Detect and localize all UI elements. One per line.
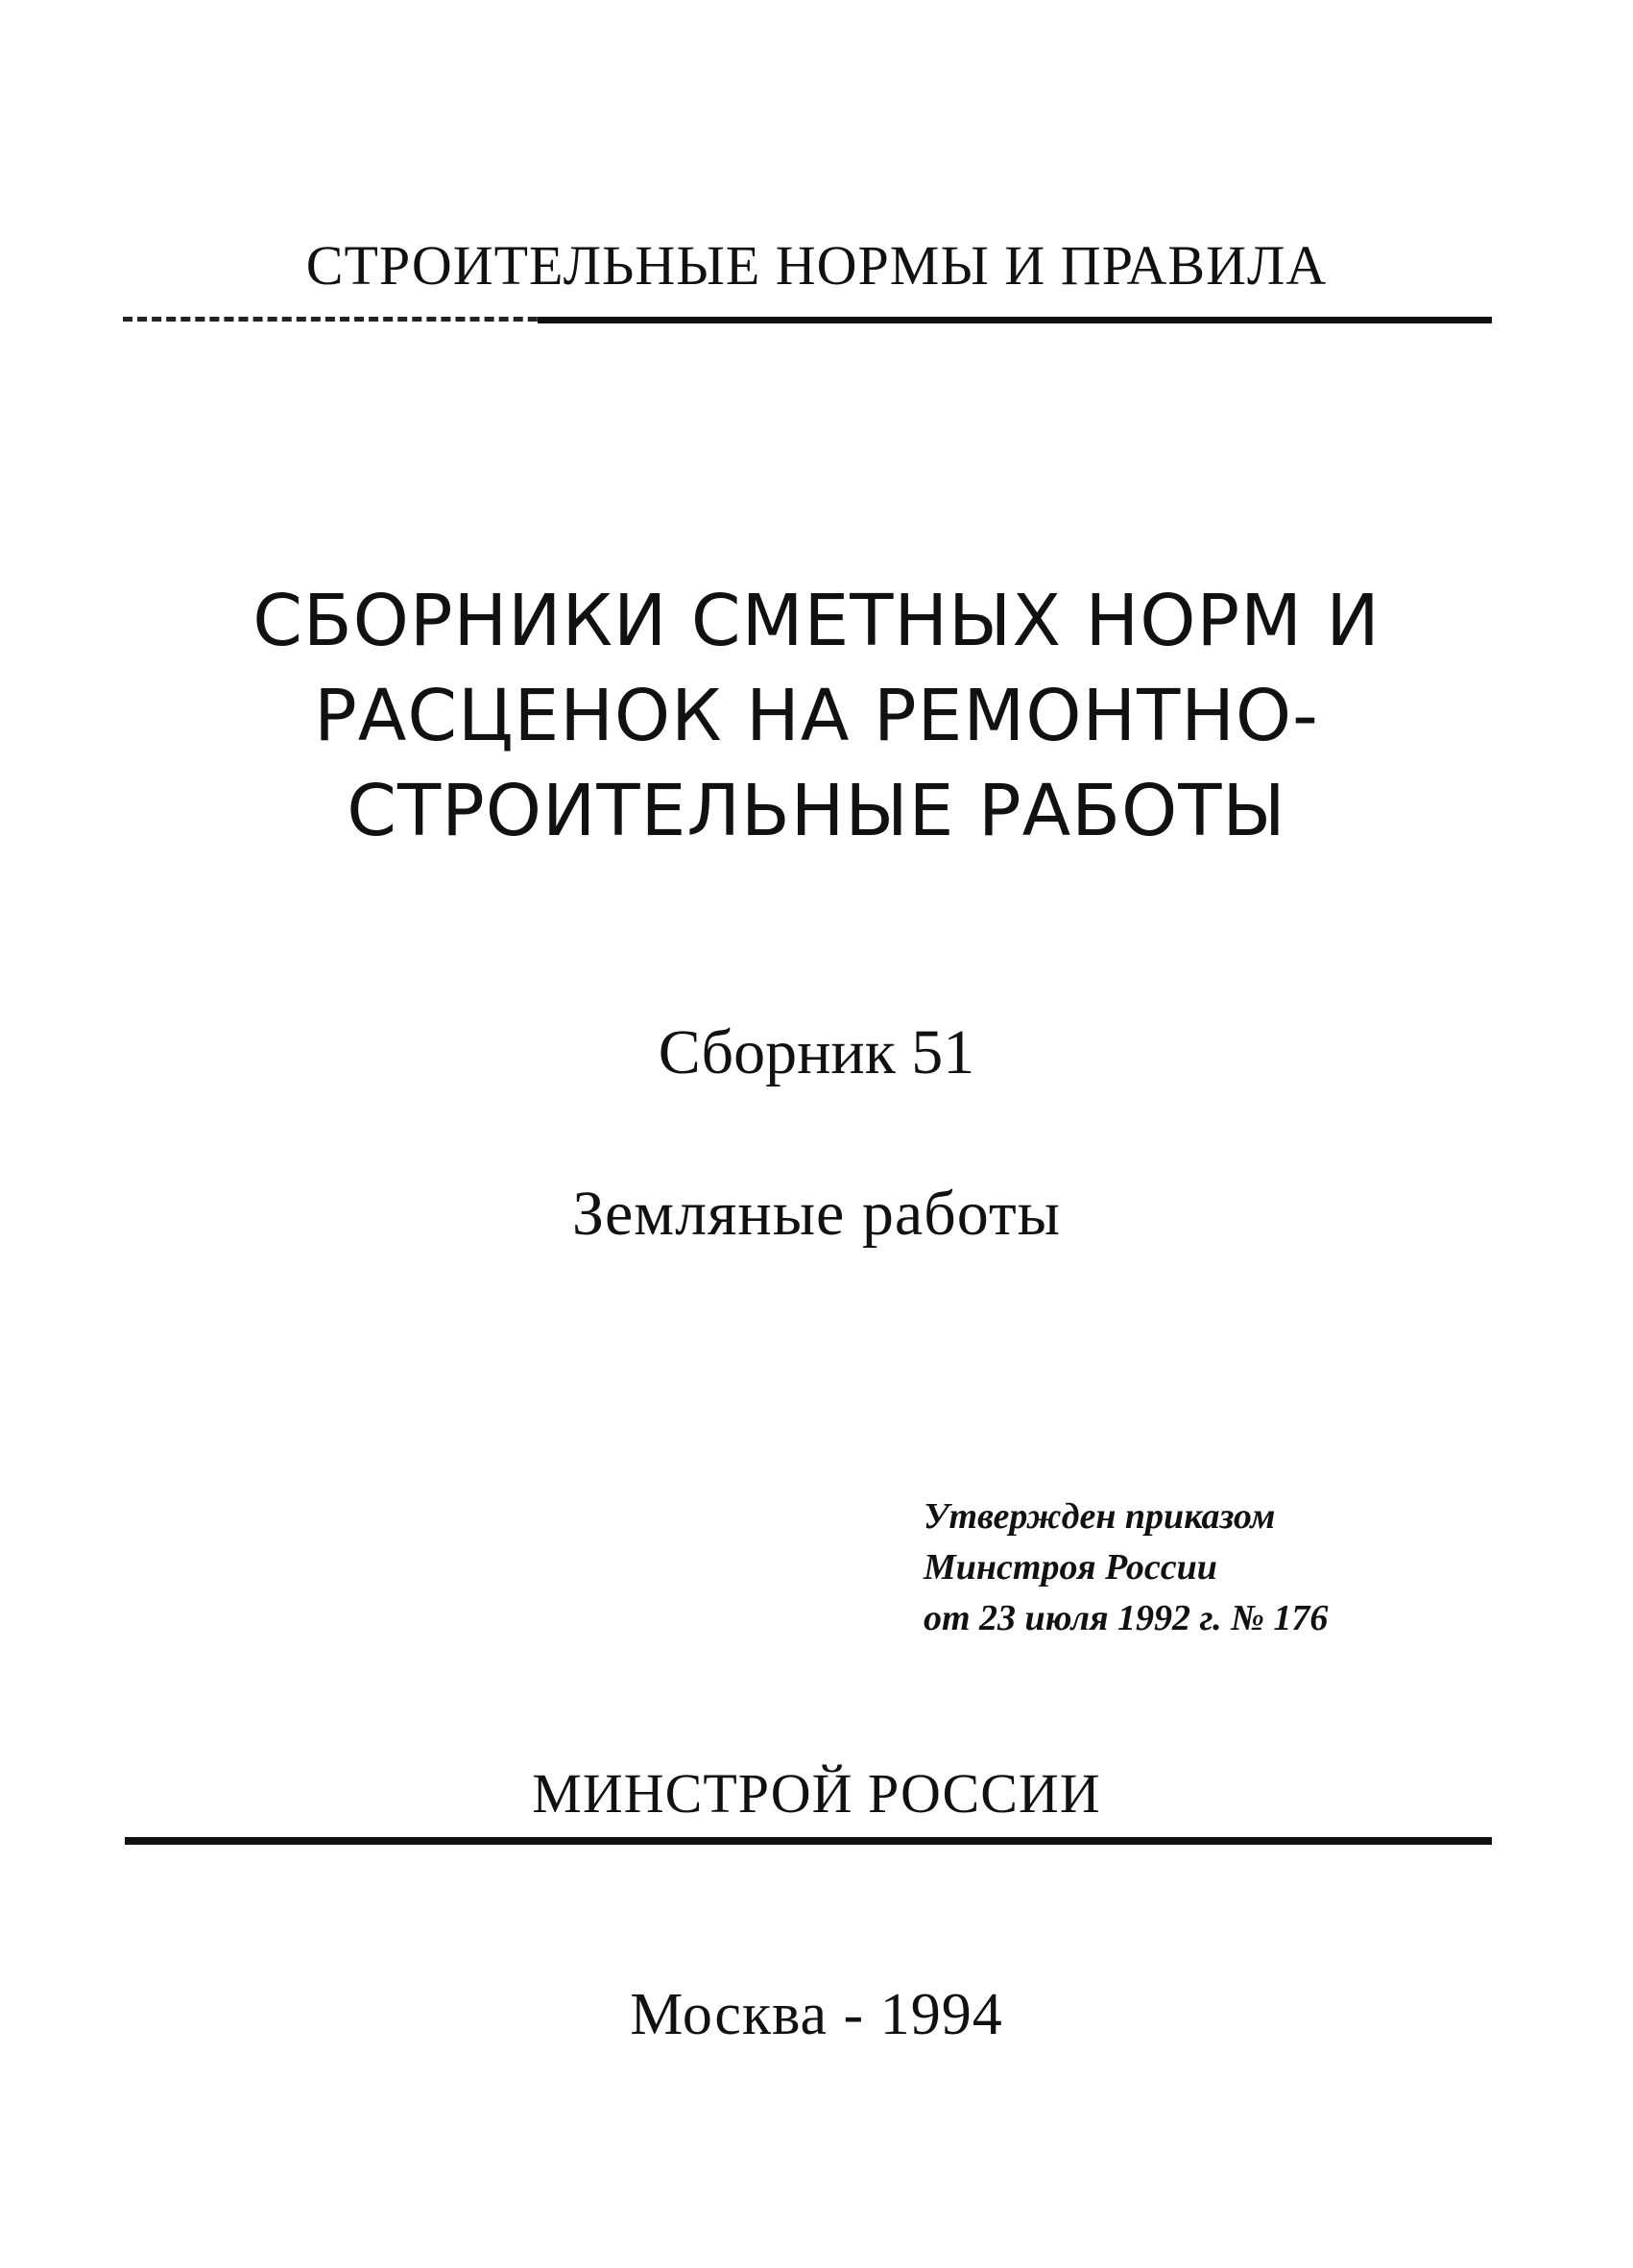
main-title <box>0 574 1633 859</box>
place-year: Москва - 1994 <box>630 1982 1003 2047</box>
approval-note <box>924 1492 1328 1644</box>
approval-line-1: Утвержден приказом <box>924 1496 1276 1537</box>
top-rule <box>538 317 1492 323</box>
main-title-line-2: РАСЦЕНОК НА РЕМОНТНО- <box>314 675 1319 757</box>
main-title-line-1: СБОРНИКИ СМЕТНЫХ НОРМ И <box>252 580 1381 662</box>
collection-number: Сборник 51 <box>658 1017 975 1087</box>
series-title: СТРОИТЕЛЬНЫЕ НОРМЫ И ПРАВИЛА <box>305 234 1328 297</box>
approval-line-3: от 23 июля 1992 г. № 176 <box>924 1598 1329 1638</box>
main-title-line-3: СТРОИТЕЛЬНЫЕ РАБОТЫ <box>347 770 1286 852</box>
collection-name: Земляные работы <box>571 1179 1062 1249</box>
bottom-rule <box>125 1837 1492 1845</box>
approval-line-2: Минстроя России <box>924 1547 1217 1588</box>
publisher-name: МИНСТРОЙ РОССИИ <box>532 1762 1101 1825</box>
